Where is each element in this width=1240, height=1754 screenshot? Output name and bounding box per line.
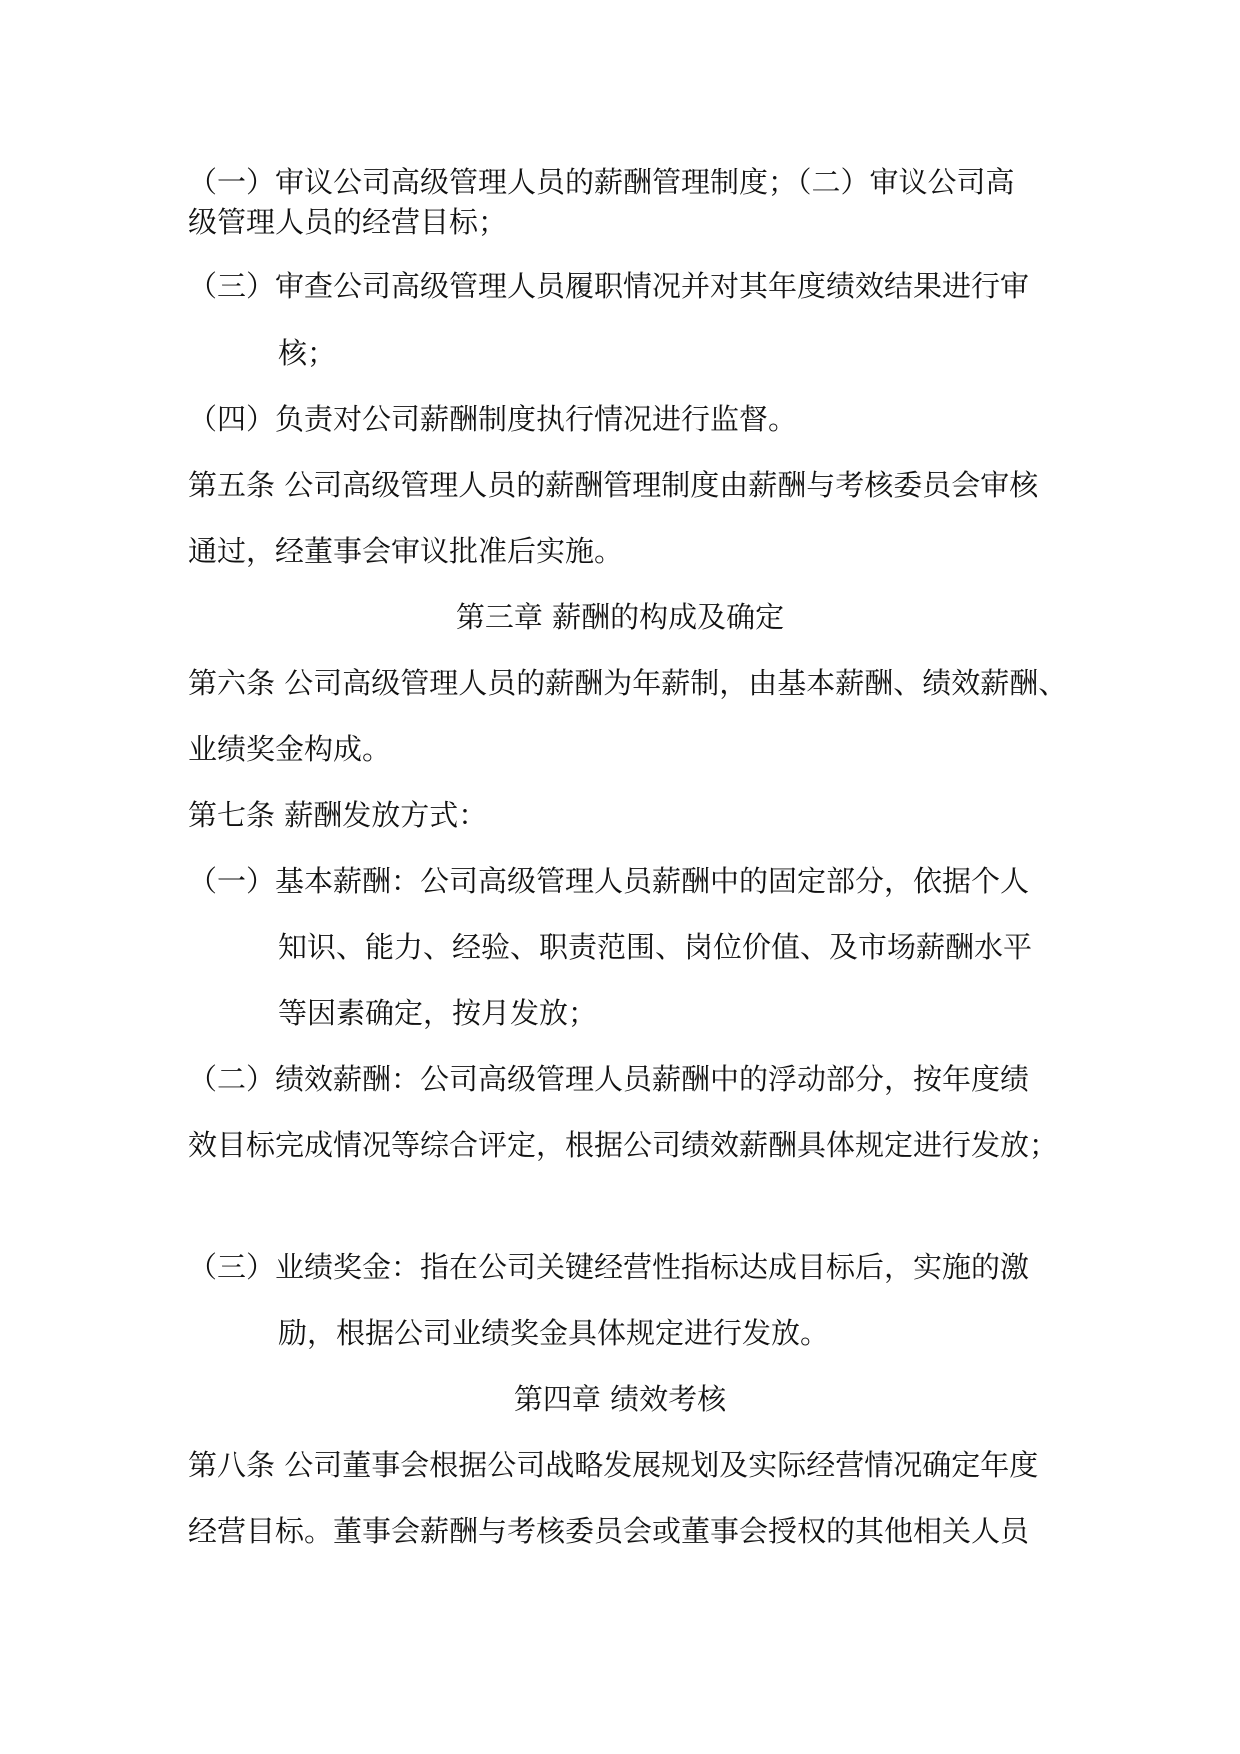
pay-item-3-cont: 励，根据公司业绩奖金具体规定进行发放。 bbox=[278, 1316, 830, 1350]
article-7: 第七条 薪酬发放方式： bbox=[188, 798, 488, 832]
clause-item-3: （三）审查公司高级管理人员履职情况并对其年度绩效结果进行审 bbox=[188, 269, 1030, 303]
pay-item-2-cont: 效目标完成情况等综合评定，根据公司绩效薪酬具体规定进行发放； bbox=[188, 1128, 1059, 1162]
article-6-cont: 业绩奖金构成。 bbox=[188, 732, 392, 766]
pay-item-2: （二）绩效薪酬：公司高级管理人员薪酬中的浮动部分，按年度绩 bbox=[188, 1062, 1030, 1096]
pay-item-1-cont-2: 等因素确定，按月发放； bbox=[278, 996, 598, 1030]
clause-item-3-cont: 核； bbox=[278, 336, 337, 370]
article-8-cont: 经营目标。董事会薪酬与考核委员会或董事会授权的其他相关人员 bbox=[188, 1514, 1030, 1548]
pay-item-1: （一）基本薪酬：公司高级管理人员薪酬中的固定部分，依据个人 bbox=[188, 864, 1030, 898]
clause-item-1: （一）审议公司高级管理人员的薪酬管理制度；（二）审议公司高 bbox=[188, 165, 1015, 199]
clause-item-1-cont: 级管理人员的经营目标； bbox=[188, 205, 508, 239]
article-8: 第八条 公司董事会根据公司战略发展规划及实际经营情况确定年度 bbox=[188, 1448, 1039, 1482]
pay-item-1-cont-1: 知识、能力、经验、职责范围、岗位价值、及市场薪酬水平 bbox=[278, 930, 1033, 964]
article-5-cont: 通过，经董事会审议批准后实施。 bbox=[188, 534, 624, 568]
pay-item-3: （三）业绩奖金：指在公司关键经营性指标达成目标后，实施的激 bbox=[188, 1250, 1030, 1284]
chapter-4-heading: 第四章 绩效考核 bbox=[513, 1382, 727, 1416]
chapter-3-heading: 第三章 薪酬的构成及确定 bbox=[455, 600, 785, 634]
article-6: 第六条 公司高级管理人员的薪酬为年薪制，由基本薪酬、绩效薪酬、 bbox=[188, 666, 1068, 700]
article-5: 第五条 公司高级管理人员的薪酬管理制度由薪酬与考核委员会审核 bbox=[188, 468, 1039, 502]
clause-item-4: （四）负责对公司薪酬制度执行情况进行监督。 bbox=[188, 402, 798, 436]
